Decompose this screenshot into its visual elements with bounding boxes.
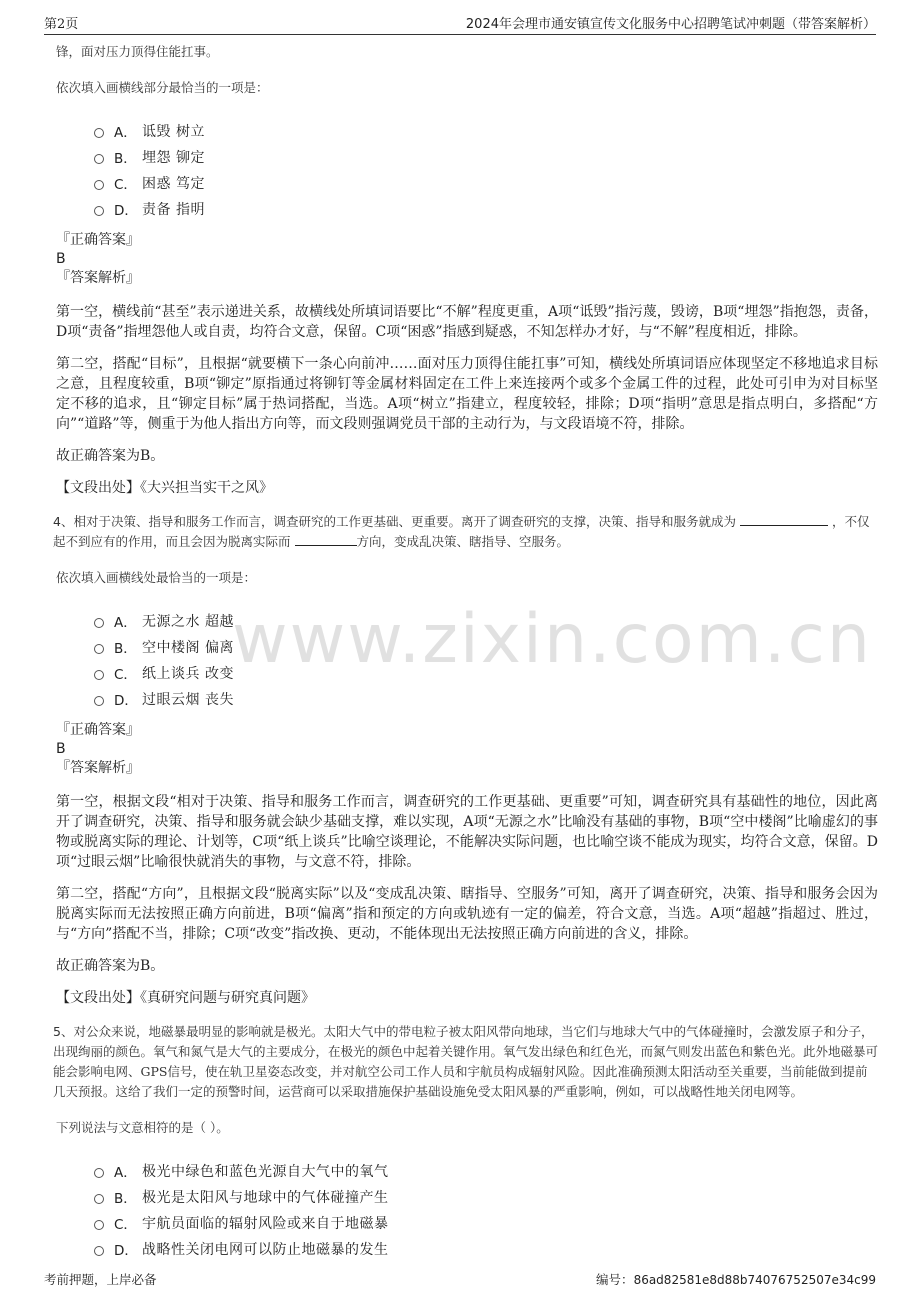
radio-icon[interactable] — [94, 1220, 104, 1230]
fill-blank — [740, 513, 828, 526]
document-title: 2024年会理市通安镇宣传文化服务中心招聘笔试冲刺题（带答案解析） — [465, 17, 876, 32]
q5-option-c[interactable]: C． 宇航员面临的辐射风险或来自于地磁暴 — [94, 1210, 878, 1236]
continued-text: 锋，面对压力顶得住能扛事。 — [56, 44, 219, 59]
answer-value: B — [56, 251, 66, 267]
radio-icon[interactable] — [94, 154, 104, 164]
analysis-paragraph: 第一空，横线前“甚至”表示递进关系，故横线处所填词语要比“不解”程度更重，A项“诋毁”指污蔑，毁谤，B项“埋怨”指抱怨，责备，D项“责备”指埋怨他人或自责，均符合文意，保留。C项“困惑”指感到疑惑，不知怎样办才好，与“不解”程度相近，排除。 — [56, 304, 878, 340]
q5-options — [94, 1158, 878, 1262]
radio-icon[interactable] — [94, 180, 104, 190]
page-number: 第2页 — [44, 17, 79, 32]
analysis-paragraph: 第二空，搭配“目标”，且根据“就要横下一条心向前冲……面对压力顶得住能扛事”可知，横线处所填词语应体现坚定不移地追求目标之意，且程度较重，B项“铆定”原指通过将铆钉等金属材料固定在工件上来连接两个或多个金属工件的过程，此处可引申为对目标坚定不移的追求，且“铆定目标”属于热词搭配，当选。A项“树立”指建立，程度较轻，排除；D项“指明”意思是指点明白，多搭配“方向”“道路”等，侧重于为他人指出方向等，而文段则强调党员干部的主动行为，与文段语境不符，排除。 — [56, 356, 878, 432]
question-prompt: 依次填入画横线处最恰当的一项是： — [56, 570, 257, 585]
radio-icon[interactable] — [94, 1168, 104, 1178]
q4-options — [94, 608, 878, 712]
answer-value: B — [56, 741, 66, 757]
document-body — [53, 40, 879, 1270]
q5-option-b[interactable]: B． 极光是太阳风与地球中的气体碰撞产生 — [94, 1184, 878, 1210]
radio-icon[interactable] — [94, 696, 104, 706]
q3-option-d[interactable]: D． 责备 指明 — [94, 196, 878, 222]
answer-label: 『正确答案』 — [56, 722, 140, 738]
radio-icon[interactable] — [94, 670, 104, 680]
document-code: 编号：86ad82581e8d88b74076752507e34c99 — [596, 1272, 876, 1287]
q4-option-a[interactable]: A． 无源之水 超越 — [94, 608, 878, 634]
fill-blank — [295, 533, 357, 546]
radio-icon[interactable] — [94, 206, 104, 216]
q4-option-d[interactable]: D． 过眼云烟 丧失 — [94, 686, 878, 712]
q3-option-a[interactable]: A． 诋毁 树立 — [94, 118, 878, 144]
radio-icon[interactable] — [94, 1246, 104, 1256]
q3-options — [94, 118, 878, 222]
conclusion: 故正确答案为B。 — [56, 958, 165, 974]
q4-option-c[interactable]: C． 纸上谈兵 改变 — [94, 660, 878, 686]
source-citation: 【文段出处】《真研究问题与研究真问题》 — [56, 990, 315, 1006]
q5-stem: 5、对公众来说，地磁暴最明显的影响就是极光。太阳大气中的带电粒子被太阳风带向地球，当它们与地球大气中的气体碰撞时，会激发原子和分子，出现绚丽的颜色。氧气和氮气是大气的主要成分，在极光的颜色中起着关键作用。氧气发出绿色和红色光，而氮气则发出蓝色和紫色光。此外地磁暴可能会影响电网、GPS信号，使在轨卫星姿态改变，并对航空公司工作人员和宇航员构成辐射风险。因此准确预测太阳活动至关重要，当前能做到提前几天预报。这给了我们一定的预警时间，运营商可以采取措施保护基础设施免受太阳风暴的严重影响，例如，可以战略性地关闭电网等。 — [53, 1024, 879, 1099]
source-citation: 【文段出处】《大兴担当实干之风》 — [56, 480, 273, 496]
analysis-paragraph: 第一空，根据文段“相对于决策、指导和服务工作而言，调查研究的工作更基础、更重要”可知，调查研究具有基础性的地位，因此离开了调查研究，决策、指导和服务就会缺少基础支撑，难以实现，A项“无源之水”比喻没有基础的事物，B项“空中楼阁”比喻虚幻的事物或脱离实际的理论、计划等，C项“纸上谈兵”比喻空谈理论，不能解决实际问题，也比喻空谈不能成为现实，均符合文意，保留。D项“过眼云烟”比喻很快就消失的事物，与文意不符，排除。 — [56, 794, 878, 870]
watermark: www.zixin.com.cn — [232, 600, 872, 679]
q5-option-d[interactable]: D． 战略性关闭电网可以防止地磁暴的发生 — [94, 1236, 878, 1262]
answer-label: 『正确答案』 — [56, 232, 140, 248]
question-prompt: 下列说法与文意相符的是（ ）。 — [56, 1120, 229, 1135]
conclusion: 故正确答案为B。 — [56, 448, 165, 464]
analysis-label: 『答案解析』 — [56, 270, 140, 286]
radio-icon[interactable] — [94, 1194, 104, 1204]
radio-icon[interactable] — [94, 618, 104, 628]
question-prompt: 依次填入画横线部分最恰当的一项是： — [56, 80, 269, 95]
page-header — [44, 10, 876, 35]
q5-option-a[interactable]: A． 极光中绿色和蓝色光源自大气中的氧气 — [94, 1158, 878, 1184]
q3-option-b[interactable]: B． 埋怨 铆定 — [94, 144, 878, 170]
footer-slogan: 考前押题，上岸必备 — [44, 1272, 157, 1287]
analysis-label: 『答案解析』 — [56, 760, 140, 776]
analysis-paragraph: 第二空，搭配“方向”，且根据文段“脱离实际”以及“变成乱决策、瞎指导、空服务”可知，离开了调查研究，决策、指导和服务会因为脱离实际而无法按照正确方向前进，B项“偏离”指和预定的方向或轨迹有一定的偏差，符合文意，当选。A项“超越”指超过、胜过，与“方向”搭配不当，排除；C项“改变”指改换、更动，不能体现出无法按照正确方向前进的含义，排除。 — [56, 886, 878, 942]
q3-option-c[interactable]: C． 困惑 笃定 — [94, 170, 878, 196]
q4-option-b[interactable]: B． 空中楼阁 偏离 — [94, 634, 878, 660]
radio-icon[interactable] — [94, 644, 104, 654]
q4-stem: 4、相对于决策、指导和服务工作而言，调查研究的工作更基础、更重要。离开了调查研究的支撑，决策、指导和服务就成为 ，不仅起不到应有的作用，而且会因为脱离实际而 方向，变成乱决策、瞎指导、空服务。 — [53, 514, 870, 549]
page-footer — [44, 1270, 876, 1290]
radio-icon[interactable] — [94, 128, 104, 138]
